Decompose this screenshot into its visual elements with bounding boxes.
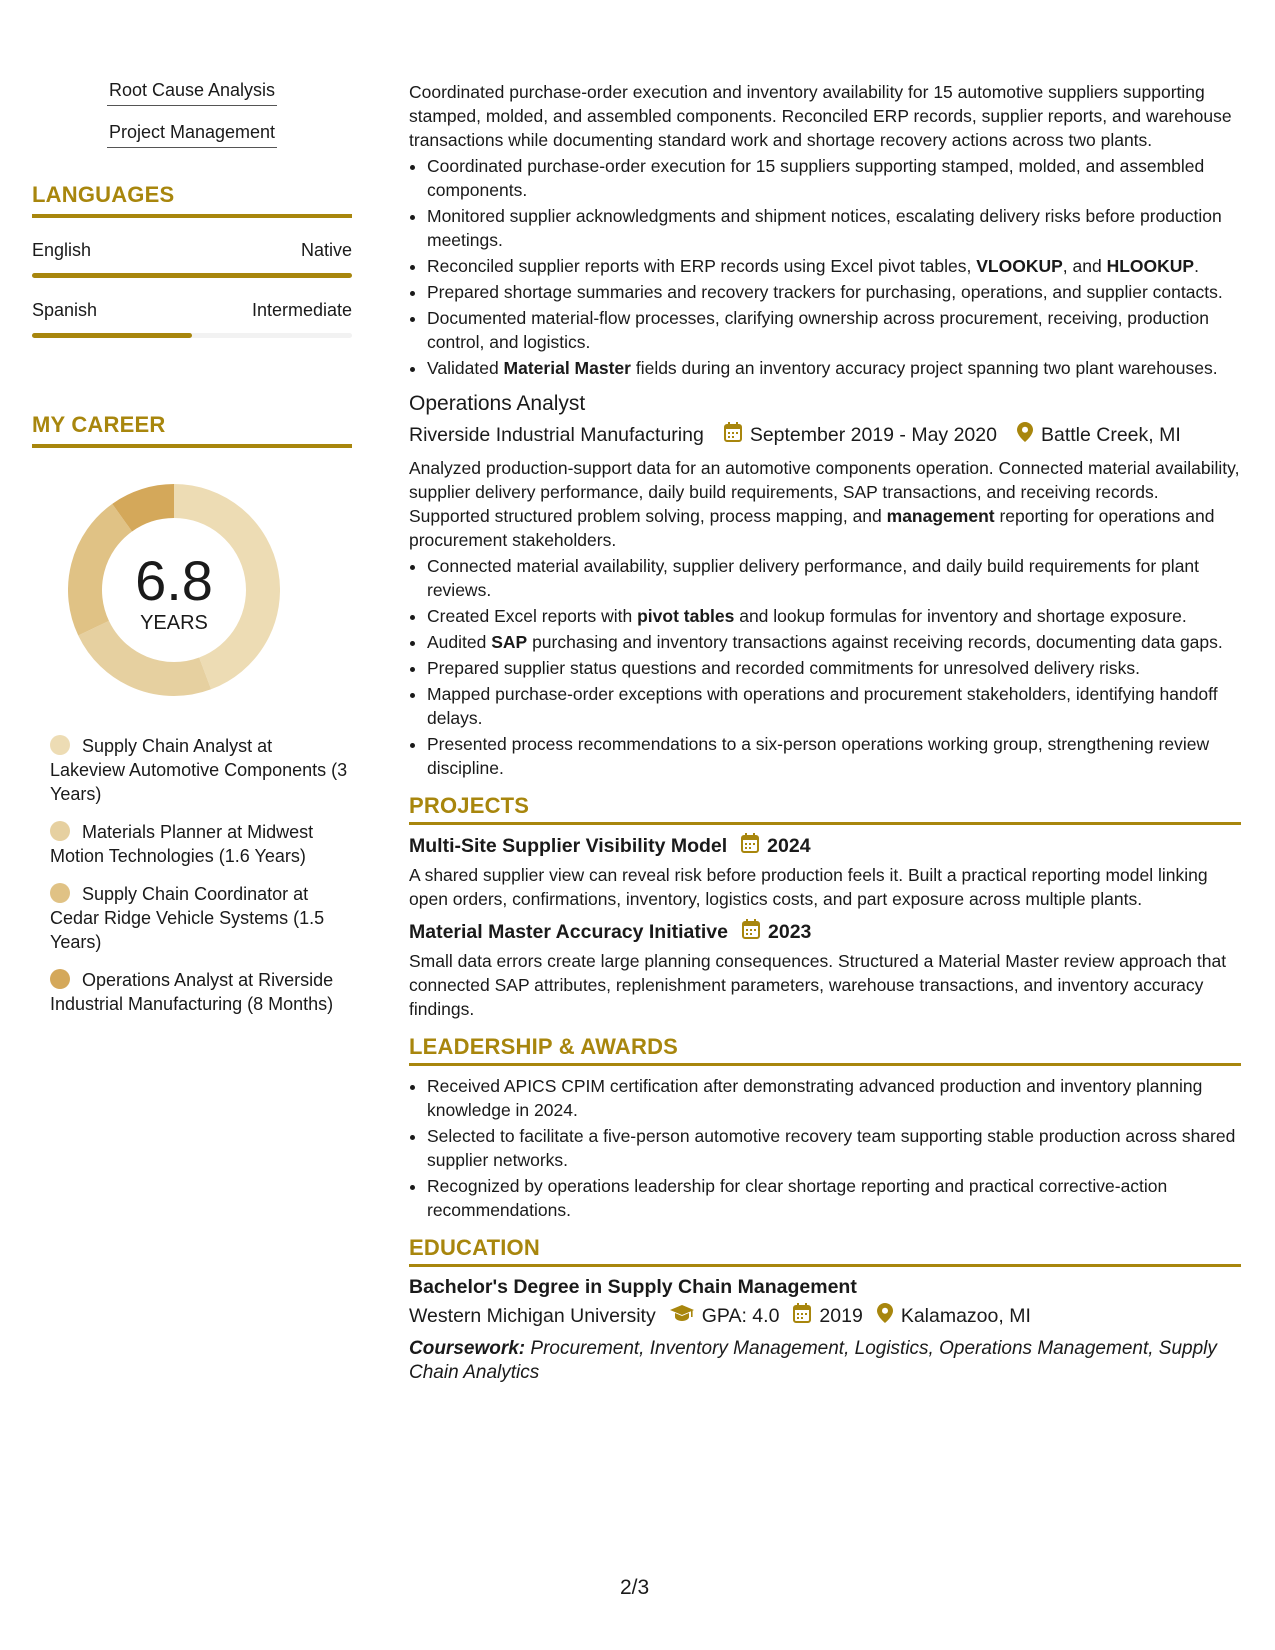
page-number: 2/3 xyxy=(620,1576,650,1599)
company-name: Riverside Industrial Manufacturing xyxy=(409,424,704,446)
bullet: • Mapped purchase-order exceptions with operations and procurement stakeholders, identifying handoff delays. xyxy=(427,682,1241,730)
career-legend-item: Operations Analyst at Riverside Industrial Manufacturing (8 Months) xyxy=(50,970,334,1014)
legend-dot xyxy=(50,883,70,903)
bullet: • Created Excel reports with pivot tables and lookup formulas for inventory and shortage exposure. xyxy=(427,604,1241,628)
job-summary: Coordinated purchase-order execution and inventory availability for 15 automotive suppliers supporting stamped, molded, and assembled components. Reconciled ERP records, supplier reports, and warehouse transactions while documenting standard work and shortage recovery actions across two plants. xyxy=(409,82,1232,150)
language-bar xyxy=(32,273,352,278)
left-column xyxy=(32,80,352,1030)
bullet: • Reconciled supplier reports with ERP records using Excel pivot tables, VLOOKUP, and HLOOKUP. xyxy=(427,254,1241,278)
language-level: Intermediate xyxy=(251,300,352,320)
calendar-icon xyxy=(742,919,760,945)
coursework: Coursework: Procurement, Inventory Management, Logistics, Operations Management, Supply Chain Analytics xyxy=(409,1338,1217,1383)
calendar-icon xyxy=(793,1303,811,1329)
location-pin-icon xyxy=(877,1303,893,1329)
education-meta xyxy=(409,1303,1241,1329)
award-item: • Received APICS CPIM certification after demonstrating advanced production and inventory planning knowledge in 2024. xyxy=(427,1074,1241,1122)
projects-heading: PROJECTS xyxy=(409,794,1241,825)
language-bar-fill xyxy=(32,333,192,338)
school-name: Western Michigan University xyxy=(409,1305,656,1327)
bullet: • Monitored supplier acknowledgments and shipment notices, escalating delivery risks before production meetings. xyxy=(427,204,1241,252)
language-entry xyxy=(32,300,352,338)
language-level: Native xyxy=(300,240,352,260)
graduation-year: 2019 xyxy=(819,1305,863,1327)
legend-dot xyxy=(50,821,70,841)
language-name: English xyxy=(32,240,92,260)
project-name: Multi-Site Supplier Visibility Model xyxy=(409,835,728,857)
project-description: Small data errors create large planning consequences. Structured a Material Master review approach that connected SAP attributes, replenishment parameters, warehouse transactions, and inventory accuracy findings. xyxy=(409,951,1227,1019)
job-title: Operations Analyst xyxy=(409,392,586,415)
project-description: A shared supplier view can reveal risk before production feels it. Built a practical reporting model linking open orders, confirmations, inventory, logistics costs, and part exposure across multiple plants. xyxy=(409,865,1208,909)
degree-title: Bachelor's Degree in Supply Chain Management xyxy=(409,1276,857,1298)
award-item: • Selected to facilitate a five-person automotive recovery team supporting stable production across shared supplier networks. xyxy=(427,1124,1241,1172)
bullet: • Audited SAP purchasing and inventory transactions against receiving records, documenting data gaps. xyxy=(427,630,1241,654)
job-meta xyxy=(409,422,1241,448)
bullet: • Documented material-flow processes, clarifying ownership across procurement, receiving, production control, and logistics. xyxy=(427,306,1241,354)
language-entry xyxy=(32,240,352,278)
gpa: GPA: 4.0 xyxy=(701,1305,780,1327)
awards-list xyxy=(409,1074,1241,1222)
job-summary: Analyzed production-support data for an automotive components operation. Connected material availability, supplier delivery performance, daily build requirements, SAP transactions, and receiving records. Supported structured problem solving, process mapping, and management reporting for operations and procurement stakeholders. xyxy=(409,458,1240,550)
skill-item: Project Management xyxy=(32,122,352,148)
job-bullets xyxy=(409,554,1241,780)
bullet: • Prepared supplier status questions and recorded commitments for unresolved delivery risks. xyxy=(427,656,1241,680)
calendar-icon xyxy=(724,422,742,448)
job-location: Battle Creek, MI xyxy=(1040,424,1181,446)
bullet: • Validated Material Master fields during an inventory accuracy project spanning two plant warehouses. xyxy=(427,356,1241,380)
calendar-icon xyxy=(741,833,759,859)
bullet: • Presented process recommendations to a six-person operations working group, strengthening review discipline. xyxy=(427,732,1241,780)
education-heading: EDUCATION xyxy=(409,1236,1241,1267)
project-year: 2024 xyxy=(767,835,811,857)
location-pin-icon xyxy=(1017,422,1033,448)
career-legend-item: Supply Chain Analyst at Lakeview Automotive Components (3 Years) xyxy=(50,736,348,804)
language-bar-fill xyxy=(32,273,352,278)
job-dates: September 2019 - May 2020 xyxy=(749,424,997,446)
school-location: Kalamazoo, MI xyxy=(900,1305,1031,1327)
career-legend-item: Materials Planner at Midwest Motion Technologies (1.6 Years) xyxy=(50,822,314,866)
project-year: 2023 xyxy=(768,921,812,943)
legend-dot xyxy=(50,969,70,989)
project-name: Material Master Accuracy Initiative xyxy=(409,921,728,943)
award-item: • Recognized by operations leadership for clear shortage reporting and practical corrective-action recommendations. xyxy=(427,1174,1241,1222)
awards-heading: LEADERSHIP & AWARDS xyxy=(409,1035,1241,1066)
skill-item: Root Cause Analysis xyxy=(32,80,352,106)
bullet: • Prepared shortage summaries and recovery trackers for purchasing, operations, and supplier contacts. xyxy=(427,280,1241,304)
languages-heading: LANGUAGES xyxy=(32,182,352,218)
language-name: Spanish xyxy=(32,300,98,320)
bullet: • Coordinated purchase-order execution for 15 suppliers supporting stamped, molded, and assembled components. xyxy=(427,154,1241,202)
career-legend xyxy=(50,734,352,1016)
career-heading: MY CAREER xyxy=(32,412,352,448)
project-entry xyxy=(409,919,1241,1021)
legend-dot xyxy=(50,735,70,755)
graduation-cap-icon xyxy=(670,1304,694,1328)
language-bar xyxy=(32,333,352,338)
career-donut-chart xyxy=(68,484,280,696)
bullet: • Connected material availability, supplier delivery performance, and daily build requirements for plant reviews. xyxy=(427,554,1241,602)
career-years-label: YEARS xyxy=(140,611,208,634)
career-total-years: 6.8 xyxy=(135,548,213,612)
right-column xyxy=(409,80,1241,1385)
job-bullets xyxy=(409,154,1241,380)
project-entry xyxy=(409,833,1241,911)
career-legend-item: Supply Chain Coordinator at Cedar Ridge Vehicle Systems (1.5 Years) xyxy=(50,884,325,952)
